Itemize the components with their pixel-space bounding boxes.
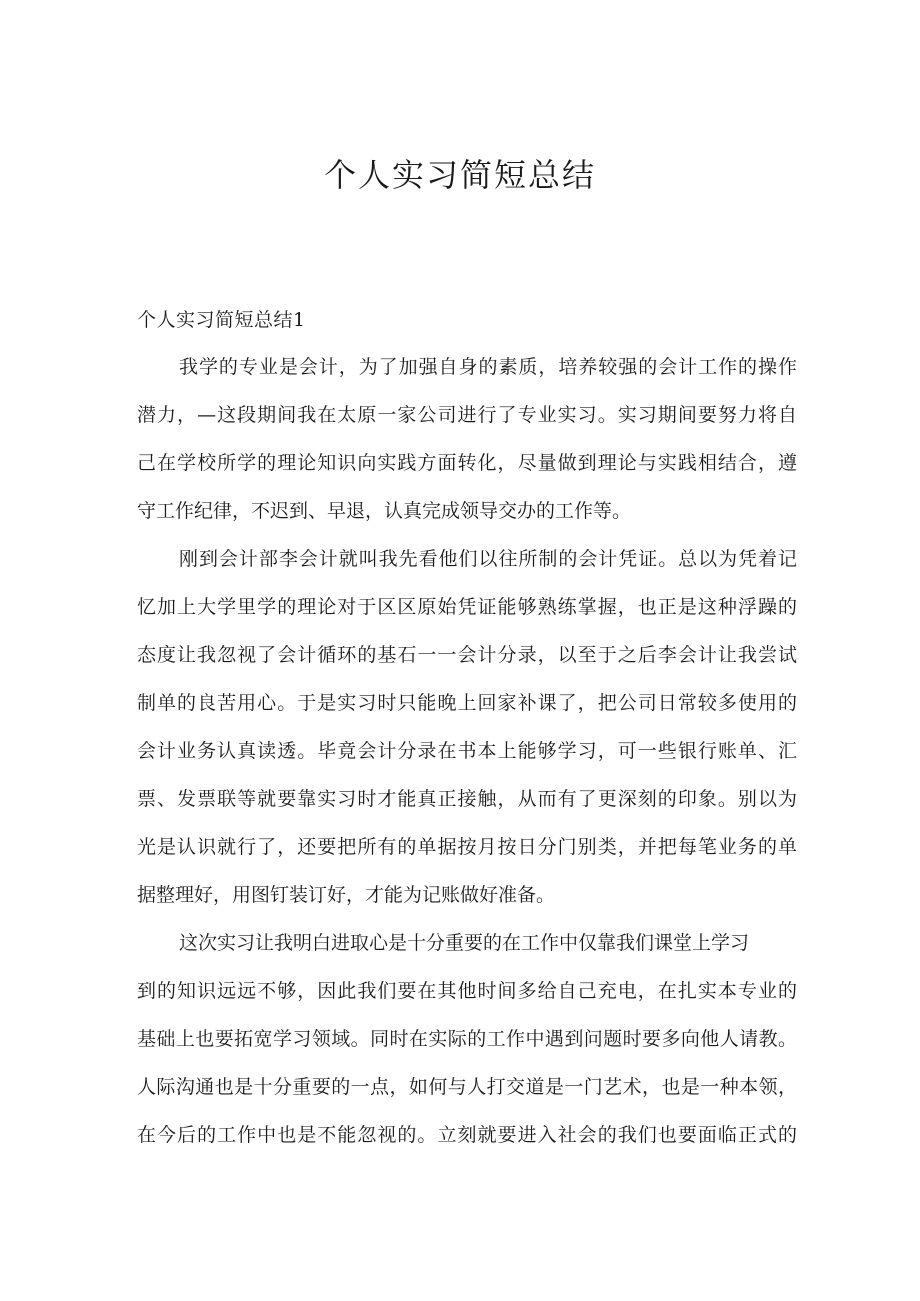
paragraph-line: 我学的专业是会计，为了加强自身的素质，培养较强的会计工作的操作 [179, 356, 797, 378]
paragraph-line: 守工作纪律，不迟到、早退，认真完成领导交办的工作等。 [137, 500, 632, 522]
paragraph-line: 基础上也要拓宽学习领域。同时在实际的工作中遇到问题时要多向他人请教。 [137, 1028, 797, 1050]
paragraph-line: 潜力，—这段期间我在太原一家公司进行了专业实习。实习期间要努力将自 [137, 404, 797, 426]
paragraph-3 [137, 919, 797, 1159]
paragraph-line: 光是认识就行了，还要把所有的单据按月按日分门别类，并把每笔业务的单 [137, 836, 797, 858]
paragraph-2 [137, 535, 797, 919]
paragraph-line: 会计业务认真读透。毕竟会计分录在书本上能够学习，可一些银行账单、汇 [137, 740, 797, 762]
paragraph-1 [137, 343, 797, 535]
paragraph-line: 态度让我忽视了会计循环的基石一一会计分录，以至于之后李会计让我尝试 [137, 644, 797, 666]
paragraph-line: 制单的良苦用心。于是实习时只能晚上回家补课了，把公司日常较多使用的 [137, 692, 797, 714]
paragraph-line: 人际沟通也是十分重要的一点，如何与人打交道是一门艺术，也是一种本领， [137, 1076, 797, 1098]
paragraph-line: 这次实习让我明白进取心是十分重要的在工作中仅靠我们课堂上学习 [179, 932, 750, 954]
document-body [137, 297, 797, 1159]
paragraph-line: 刚到会计部李会计就叫我先看他们以往所制的会计凭证。总以为凭着记 [179, 548, 797, 570]
paragraph-line: 据整理好，用图钉装订好，才能为记账做好准备。 [137, 884, 556, 906]
paragraph-line: 忆加上大学里学的理论对于区区原始凭证能够熟练掌握，也正是这种浮躁的 [137, 596, 797, 618]
paragraph-line: 到的知识远远不够，因此我们要在其他时间多给自己充电，在扎实本专业的 [137, 980, 797, 1002]
paragraph-line: 票、发票联等就要靠实习时才能真正接触，从而有了更深刻的印象。别以为 [137, 788, 797, 810]
paragraph-line: 己在学校所学的理论知识向实践方面转化，尽量做到理论与实践相结合，遵 [137, 452, 797, 474]
paragraph-line: 在今后的工作中也是不能忽视的。立刻就要进入社会的我们也要面临正式的 [137, 1124, 797, 1146]
document-title: 个人实习简短总结 [323, 156, 596, 194]
section-heading: 个人实习简短总结1 [137, 309, 306, 331]
